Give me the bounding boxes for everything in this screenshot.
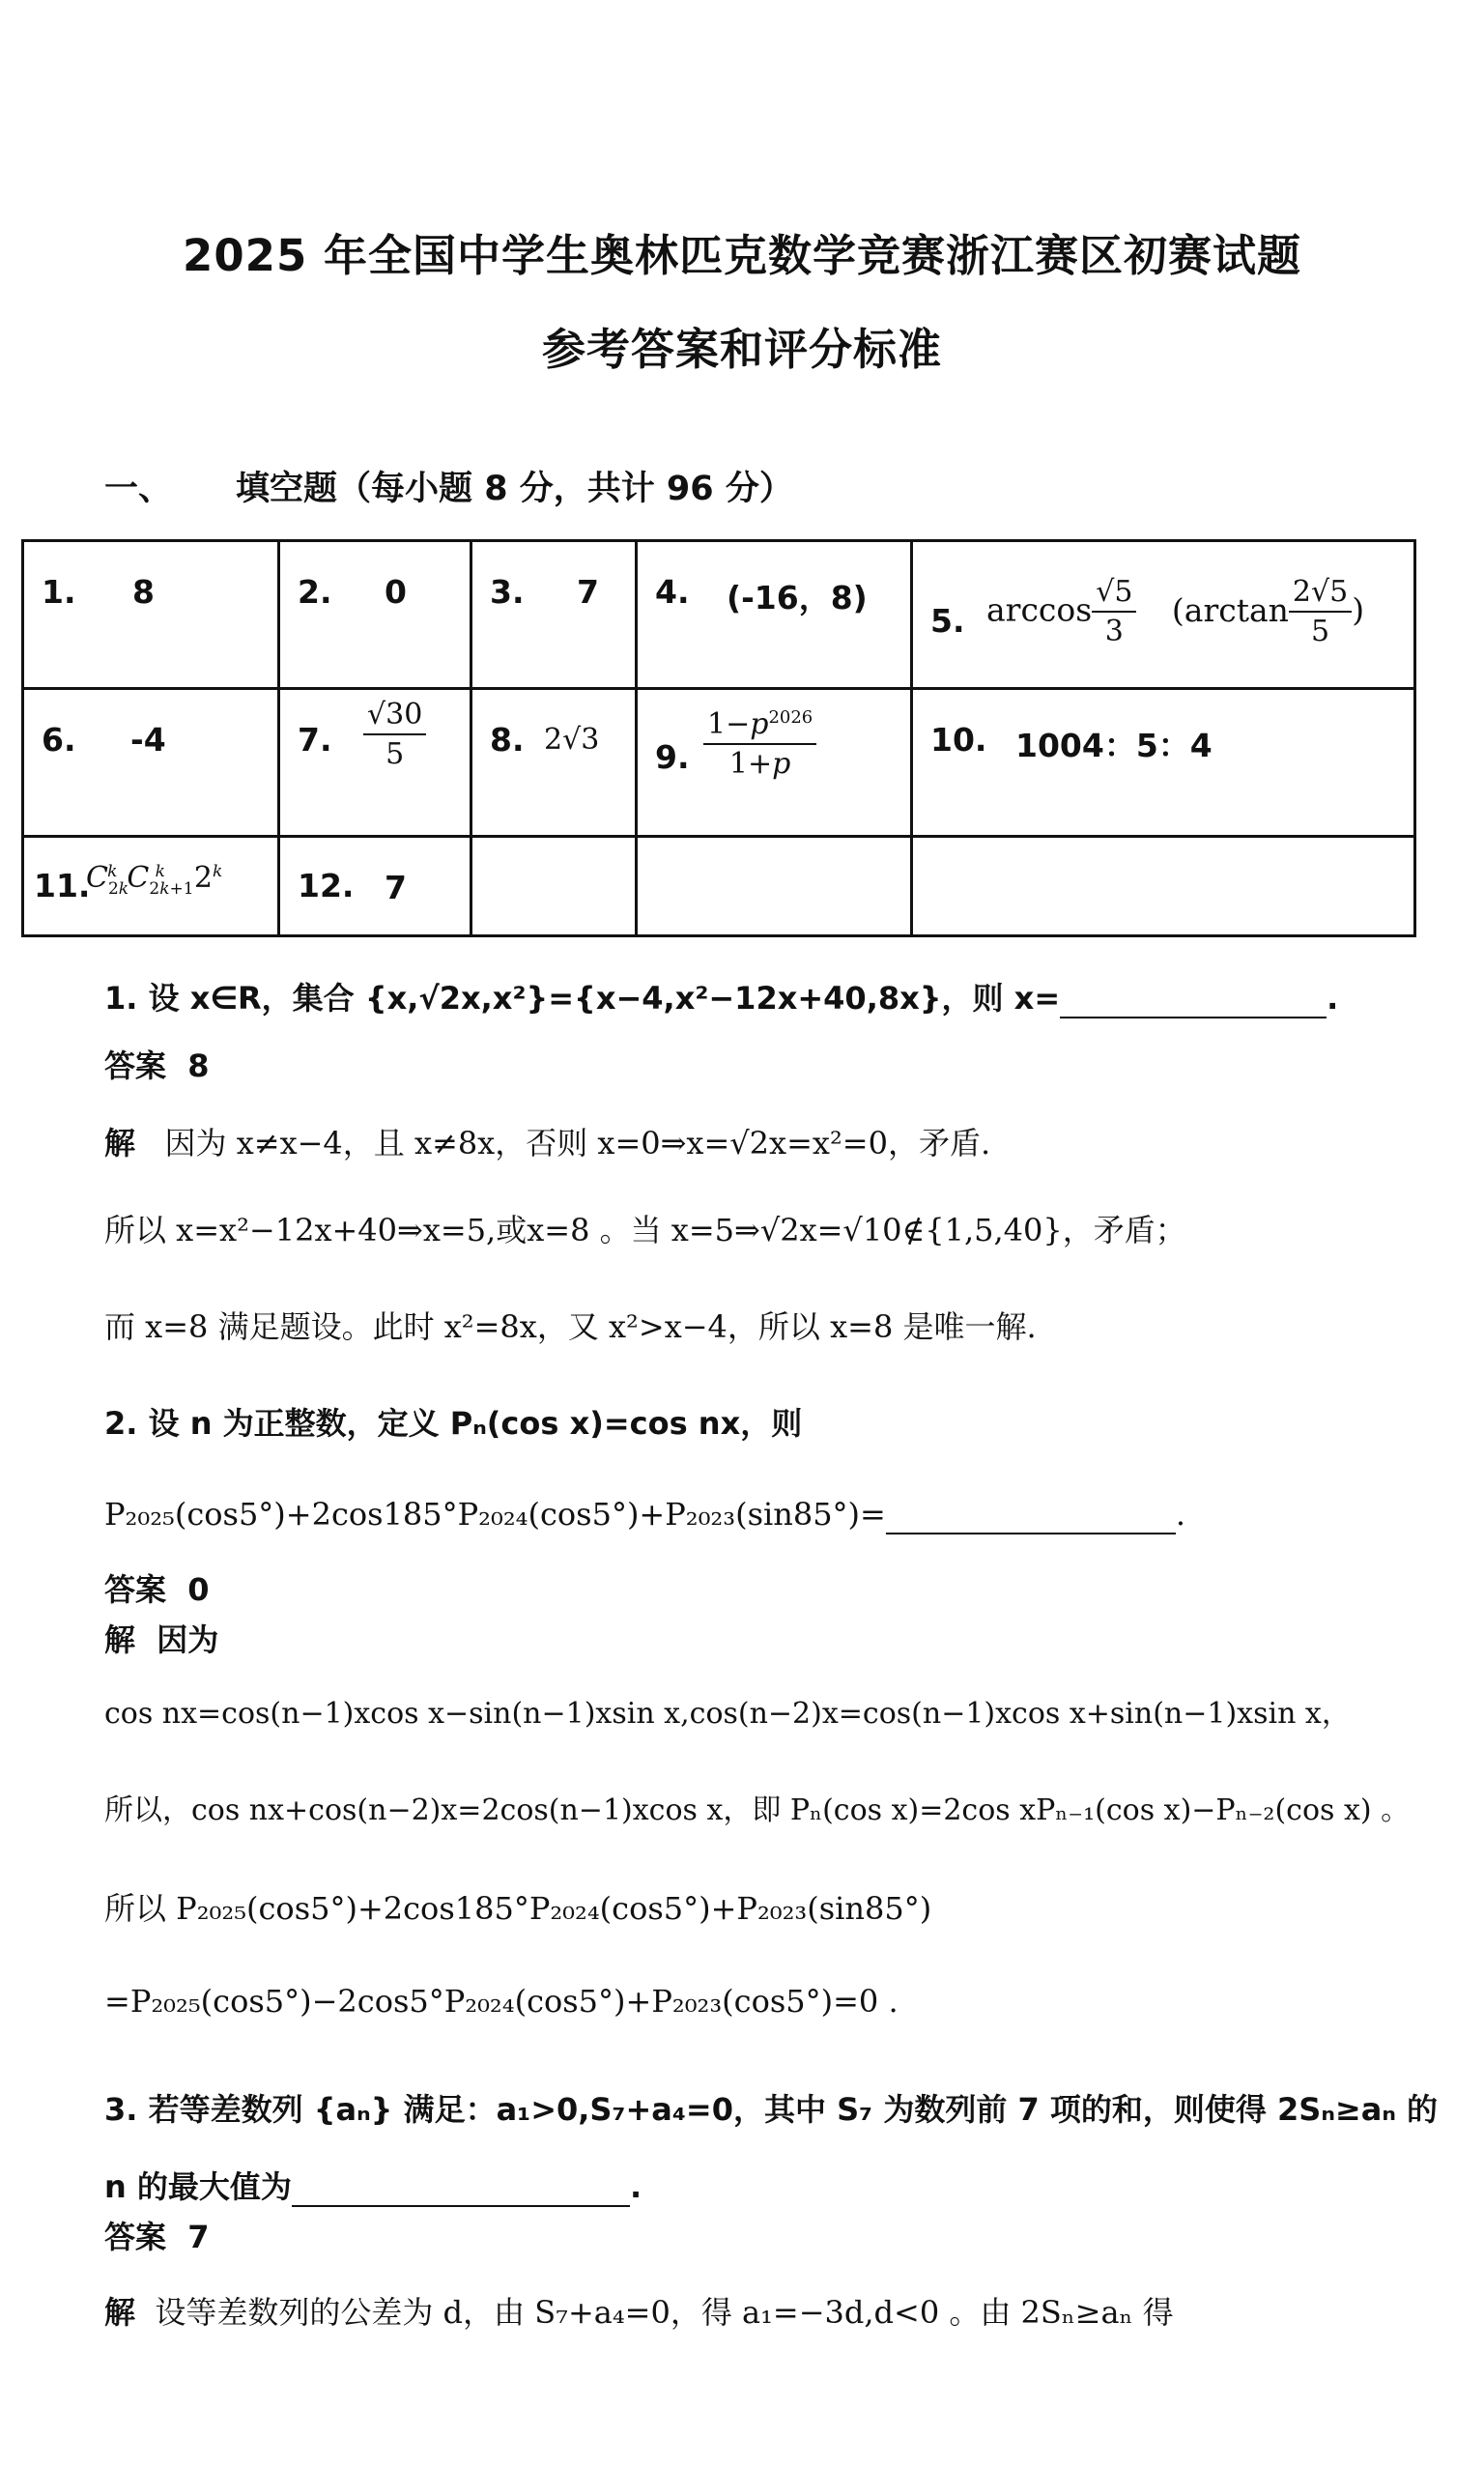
section-label: 填空题（每小题 8 分，共计 96 分） [236, 470, 793, 508]
answer-cell-empty [912, 837, 1415, 936]
answer-cell-empty [637, 837, 912, 936]
solution-1-line-1: 解 因为 x≠x−4，且 x≠8x，否则 x=0⇒x=√2x=x²=0，矛盾. [104, 1125, 991, 1161]
answer-value: 7 [577, 573, 599, 611]
page-title: 2025 年全国中学生奥林匹克数学竞赛浙江赛区初赛试题 [183, 230, 1301, 281]
answer-label: 1. [42, 573, 76, 611]
answer-cell-empty [471, 837, 637, 936]
answer-cell-9 [637, 689, 912, 837]
answer-cell-1 [23, 541, 279, 689]
answer-value: -4 [130, 721, 166, 759]
answer-label: 10. [930, 721, 987, 759]
question-2: 2. 设 n 为正整数，定义 Pₙ(cos x)=cos nx，则 [104, 1405, 803, 1442]
answer-cell-5 [912, 541, 1415, 689]
answer-value: (-16，8) [727, 579, 868, 616]
section-number: 一、 [104, 470, 173, 508]
question-3: 3. 若等差数列 {aₙ} 满足：a₁>0,S₇+a₄=0，其中 S₇ 为数列前 7 项的和，则使得 2Sₙ≥aₙ 的 [104, 2091, 1439, 2128]
answer-blank [292, 2168, 630, 2207]
answer-value: $\frac{√30}{5}$ [363, 698, 426, 771]
solution-2-line-3: 所以 P₂₀₂₅(cos5°)+2cos185°P₂₀₂₄(cos5°)+P₂₀₂₃(sin85°) [104, 1890, 932, 1927]
answer-label: 2. [298, 573, 332, 611]
answer-value: 7 [385, 869, 407, 906]
answer-label: 6. [42, 721, 76, 759]
question-1: 1. 设 x∈R，集合 {x,√2x,x²}={x−4,x²−12x+40,8x}，则 x= . [104, 980, 1339, 1017]
answer-cell-10 [912, 689, 1415, 837]
answer-label: 9. [655, 738, 690, 776]
solution-2-line-1: cos nx=cos(n−1)xcos x−sin(n−1)xsin x,cos(n−2)x=cos(n−1)xcos x+sin(n−1)xsin x， [104, 1697, 1351, 1731]
question-2-expression: P₂₀₂₅(cos5°)+2cos185°P₂₀₂₄(cos5°)+P₂₀₂₃(sin85°)= . [104, 1496, 1186, 1533]
answer-cell-7 [279, 689, 471, 837]
answer-label: 3. [490, 573, 525, 611]
answer-cell-8 [471, 689, 637, 837]
answer-2: 答案 0 [104, 1571, 210, 1608]
answer-label: 12. [298, 867, 355, 904]
solution-1-line-2: 所以 x=x²−12x+40⇒x=5,或x=8 。当 x=5⇒√2x=√10∉{1,5,40}，矛盾； [104, 1212, 1186, 1248]
answer-value: 0 [385, 573, 407, 611]
section-heading [104, 462, 793, 510]
answer-cell-12 [279, 837, 471, 936]
answer-label: 4. [655, 573, 690, 611]
answer-cell-4 [637, 541, 912, 689]
answer-value: $C_{2k}^k$ $C_{2k+1}^k$ 2$^k$ [86, 861, 223, 899]
answer-value: 2√3 [544, 723, 600, 757]
answer-value: $\frac{1-p^{2026}}{1+p}$ [703, 707, 816, 781]
answer-cell-11 [23, 837, 279, 936]
answer-value: arccos $\frac{√5}{3}$ (arctan $\frac{2√5}{5}$ ) [986, 575, 1365, 648]
answer-table [21, 539, 1416, 937]
answer-cell-3 [471, 541, 637, 689]
solution-2-intro: 解 因为 [104, 1621, 219, 1658]
answer-3: 答案 7 [104, 2219, 210, 2255]
solution-2-line-2: 所以，cos nx+cos(n−2)x=2cos(n−1)xcos x，即 Pₙ(cos x)=2cos xPₙ₋₁(cos x)−Pₙ₋₂(cos x) 。 [104, 1793, 1411, 1827]
answer-value: 8 [132, 573, 155, 611]
answer-1: 答案 8 [104, 1047, 210, 1084]
solution-3-line-1: 解 设等差数列的公差为 d，由 S₇+a₄=0，得 a₁=−3d,d<0 。由 2Sₙ≥aₙ 得 [104, 2294, 1174, 2331]
answer-blank [886, 1496, 1176, 1534]
answer-cell-6 [23, 689, 279, 837]
solution-1-line-3: 而 x=8 满足题设。此时 x²=8x，又 x²>x−4，所以 x=8 是唯一解. [104, 1308, 1037, 1345]
answer-label: 8. [490, 721, 525, 759]
answer-value: 1004：5：4 [1015, 727, 1213, 764]
answer-blank [1060, 980, 1327, 1018]
answer-cell-2 [279, 541, 471, 689]
answer-label: 5. [930, 602, 965, 640]
solution-2-line-4: =P₂₀₂₅(cos5°)−2cos5°P₂₀₂₄(cos5°)+P₂₀₂₃(cos5°)=0 . [104, 1983, 899, 2020]
page-subtitle: 参考答案和评分标准 [541, 324, 942, 375]
answer-label: 7. [298, 721, 332, 759]
question-3-line-2: n 的最大值为 . [104, 2168, 642, 2205]
answer-label: 11. [34, 867, 91, 904]
